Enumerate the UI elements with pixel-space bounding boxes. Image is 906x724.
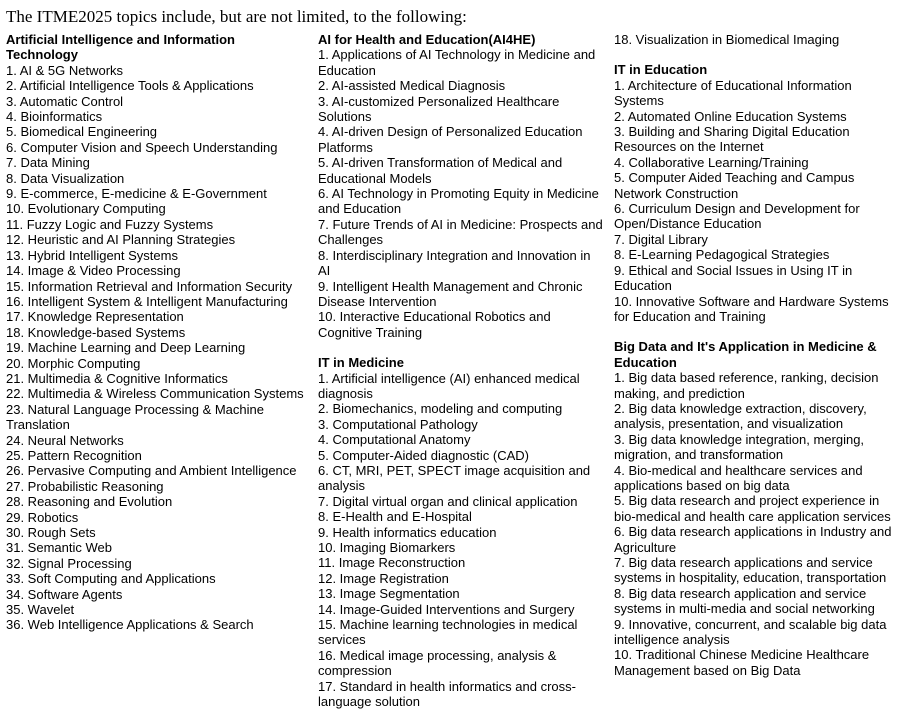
topic-item: 14. Image-Guided Interventions and Surgery — [318, 601, 575, 617]
topic-item: 7. Data Mining — [6, 155, 90, 171]
topic-item: 5. Computer-Aided diagnostic (CAD) — [318, 447, 529, 463]
topic-item: 2. Biomechanics, modeling and computing — [318, 401, 563, 417]
topic-item: 7. Big data research applications and service systems in hospitality, education, transportation — [614, 555, 887, 586]
topic-item: 1. Applications of AI Technology in Medicine and Education — [318, 47, 596, 78]
topic-item: 3. Building and Sharing Digital Education Resources on the Internet — [614, 124, 850, 155]
topic-item: 13. Image Segmentation — [318, 586, 460, 602]
topic-item: 21. Multimedia & Cognitive Informatics — [6, 370, 228, 386]
section-heading: AI for Health and Education(AI4HE) — [318, 32, 536, 47]
topic-item: 19. Machine Learning and Deep Learning — [6, 340, 246, 356]
topic-item: 9. Innovative, concurrent, and scalable big data intelligence analysis — [614, 616, 887, 648]
topic-item: 15. Machine learning technologies in medical services — [318, 617, 578, 648]
topic-item: 9. E-commerce, E-medicine & E-Government — [6, 186, 267, 202]
section-heading: IT in Medicine — [318, 355, 404, 371]
topic-item: 6. AI Technology in Promoting Equity in Medicine and Education — [318, 186, 599, 217]
topic-item: 5. Computer Aided Teaching and Campus Network Construction — [614, 170, 855, 201]
topic-item: 10. Imaging Biomarkers — [318, 540, 456, 555]
topic-item: 7. Future Trends of AI in Medicine: Prospects and Challenges — [318, 216, 603, 248]
topic-item: 3. AI-customized Personalized Healthcare Solutions — [318, 93, 560, 125]
topic-item: 5. AI-driven Transformation of Medical and Educational Models — [318, 155, 563, 186]
topic-item: 5. Big data research and project experience in bio-medical and health care application services — [614, 493, 891, 524]
topics-column — [318, 32, 603, 709]
topic-item: 34. Software Agents — [6, 586, 123, 602]
topic-item: 4. Bio-medical and healthcare services and applications based on big data — [614, 462, 863, 493]
page-title: The ITME2025 topics include, but are not limited, to the following: — [6, 7, 467, 26]
topic-item: 1. Artificial intelligence (AI) enhanced medical diagnosis — [318, 370, 580, 401]
topic-item: 1. AI & 5G Networks — [6, 62, 124, 78]
topic-item: 17. Knowledge Representation — [6, 309, 184, 325]
topic-section — [614, 32, 904, 47]
topic-item: 1. Architecture of Educational Information Systems — [614, 77, 852, 109]
topic-item: 2. Big data knowledge extraction, discovery, analysis, presentation, and visualization — [614, 400, 867, 432]
topic-item: 33. Soft Computing and Applications — [6, 571, 216, 587]
topic-item: 14. Image & Video Processing — [6, 263, 181, 279]
topic-item: 4. AI-driven Design of Personalized Education Platforms — [318, 124, 583, 155]
topic-item: 4. Bioinformatics — [6, 109, 103, 125]
topic-item: 24. Neural Networks — [6, 432, 124, 448]
topics-column — [6, 32, 307, 633]
topic-item: 15. Information Retrieval and Information Security — [6, 278, 293, 294]
topic-item: 7. Digital Library — [614, 231, 708, 247]
topic-item: 25. Pattern Recognition — [6, 447, 142, 463]
topic-item: 26. Pervasive Computing and Ambient Intelligence — [6, 463, 297, 479]
topic-item: 23. Natural Language Processing & Machine Translation — [6, 401, 264, 433]
topic-item: 2. Automated Online Education Systems — [614, 108, 847, 124]
topic-item: 18. Visualization in Biomedical Imaging — [614, 32, 840, 47]
topic-item: 9. Health informatics education — [318, 524, 497, 540]
topic-item: 17. Standard in health informatics and cross-language solution — [318, 678, 576, 710]
topic-item: 11. Fuzzy Logic and Fuzzy Systems — [6, 216, 214, 232]
topic-item: 6. Computer Vision and Speech Understanding — [6, 139, 278, 155]
topic-item: 9. Ethical and Social Issues in Using IT in Education — [614, 262, 853, 294]
topic-item: 16. Intelligent System & Intelligent Manufacturing — [6, 293, 288, 309]
topic-item: 35. Wavelet — [6, 602, 75, 618]
topic-item: 6. Curriculum Design and Development for Open/Distance Education — [614, 201, 860, 232]
topic-item: 8. E-Learning Pedagogical Strategies — [614, 247, 830, 263]
topic-item: 3. Computational Pathology — [318, 416, 478, 432]
topic-item: 5. Biomedical Engineering — [6, 124, 158, 140]
topics-columns — [6, 32, 902, 709]
topic-item: 30. Rough Sets — [6, 525, 96, 540]
topic-item: 8. E-Health and E-Hospital — [318, 509, 472, 525]
topic-item: 28. Reasoning and Evolution — [6, 494, 173, 510]
section-heading: Big Data and It's Application in Medicine & Education — [614, 339, 877, 370]
topic-item: 6. Big data research applications in Industry and Agriculture — [614, 524, 892, 555]
topic-item: 18. Knowledge-based Systems — [6, 324, 186, 340]
topic-item: 29. Robotics — [6, 509, 79, 525]
topic-item: 1. Big data based reference, ranking, decision making, and prediction — [614, 370, 879, 401]
topic-item: 4. Collaborative Learning/Training — [614, 154, 809, 170]
topic-item: 10. Evolutionary Computing — [6, 201, 166, 217]
topic-item: 7. Digital virtual organ and clinical application — [318, 493, 578, 509]
topic-item: 32. Signal Processing — [6, 555, 132, 571]
section-heading: Artificial Intelligence and Information Technology — [6, 32, 235, 63]
topic-item: 8. Big data research application and service systems in multi-media and social networking — [614, 585, 875, 617]
topic-item: 4. Computational Anatomy — [318, 432, 471, 448]
topic-item: 31. Semantic Web — [6, 540, 112, 556]
topic-item: 10. Interactive Educational Robotics and Cognitive Training — [318, 309, 551, 340]
topic-item: 12. Image Registration — [318, 570, 449, 586]
topic-item: 10. Innovative Software and Hardware Systems for Education and Training — [614, 293, 889, 324]
topic-item: 11. Image Reconstruction — [318, 555, 466, 571]
topic-item: 2. AI-assisted Medical Diagnosis — [318, 78, 506, 94]
topic-section — [614, 339, 904, 678]
topic-item: 12. Heuristic and AI Planning Strategies — [6, 232, 236, 248]
topic-item: 8. Data Visualization — [6, 170, 125, 186]
topic-item: 22. Multimedia & Wireless Communication Systems — [6, 386, 304, 402]
topic-item: 13. Hybrid Intelligent Systems — [6, 247, 178, 263]
topic-item: 20. Morphic Computing — [6, 355, 141, 371]
topic-item: 16. Medical image processing, analysis & compression — [318, 647, 557, 679]
topic-section — [614, 62, 904, 324]
topic-section — [318, 32, 603, 340]
topic-item: 9. Intelligent Health Management and Chronic Disease Intervention — [318, 278, 583, 309]
topic-section — [6, 32, 307, 633]
topic-item: 27. Probabilistic Reasoning — [6, 478, 164, 494]
topic-item: 6. CT, MRI, PET, SPECT image acquisition and analysis — [318, 462, 591, 494]
topic-item: 3. Big data knowledge integration, merging, migration, and transformation — [614, 431, 865, 463]
topic-item: 8. Interdisciplinary Integration and Innovation in AI — [318, 247, 591, 279]
topic-item: 2. Artificial Intelligence Tools & Applications — [6, 78, 254, 94]
section-heading: IT in Education — [614, 62, 708, 78]
topics-column — [614, 32, 904, 678]
topic-item: 36. Web Intelligence Applications & Search — [6, 617, 254, 633]
topic-item: 10. Traditional Chinese Medicine Healthcare Management based on Big Data — [614, 647, 870, 678]
topic-item: 3. Automatic Control — [6, 93, 124, 109]
topic-section — [318, 355, 603, 709]
